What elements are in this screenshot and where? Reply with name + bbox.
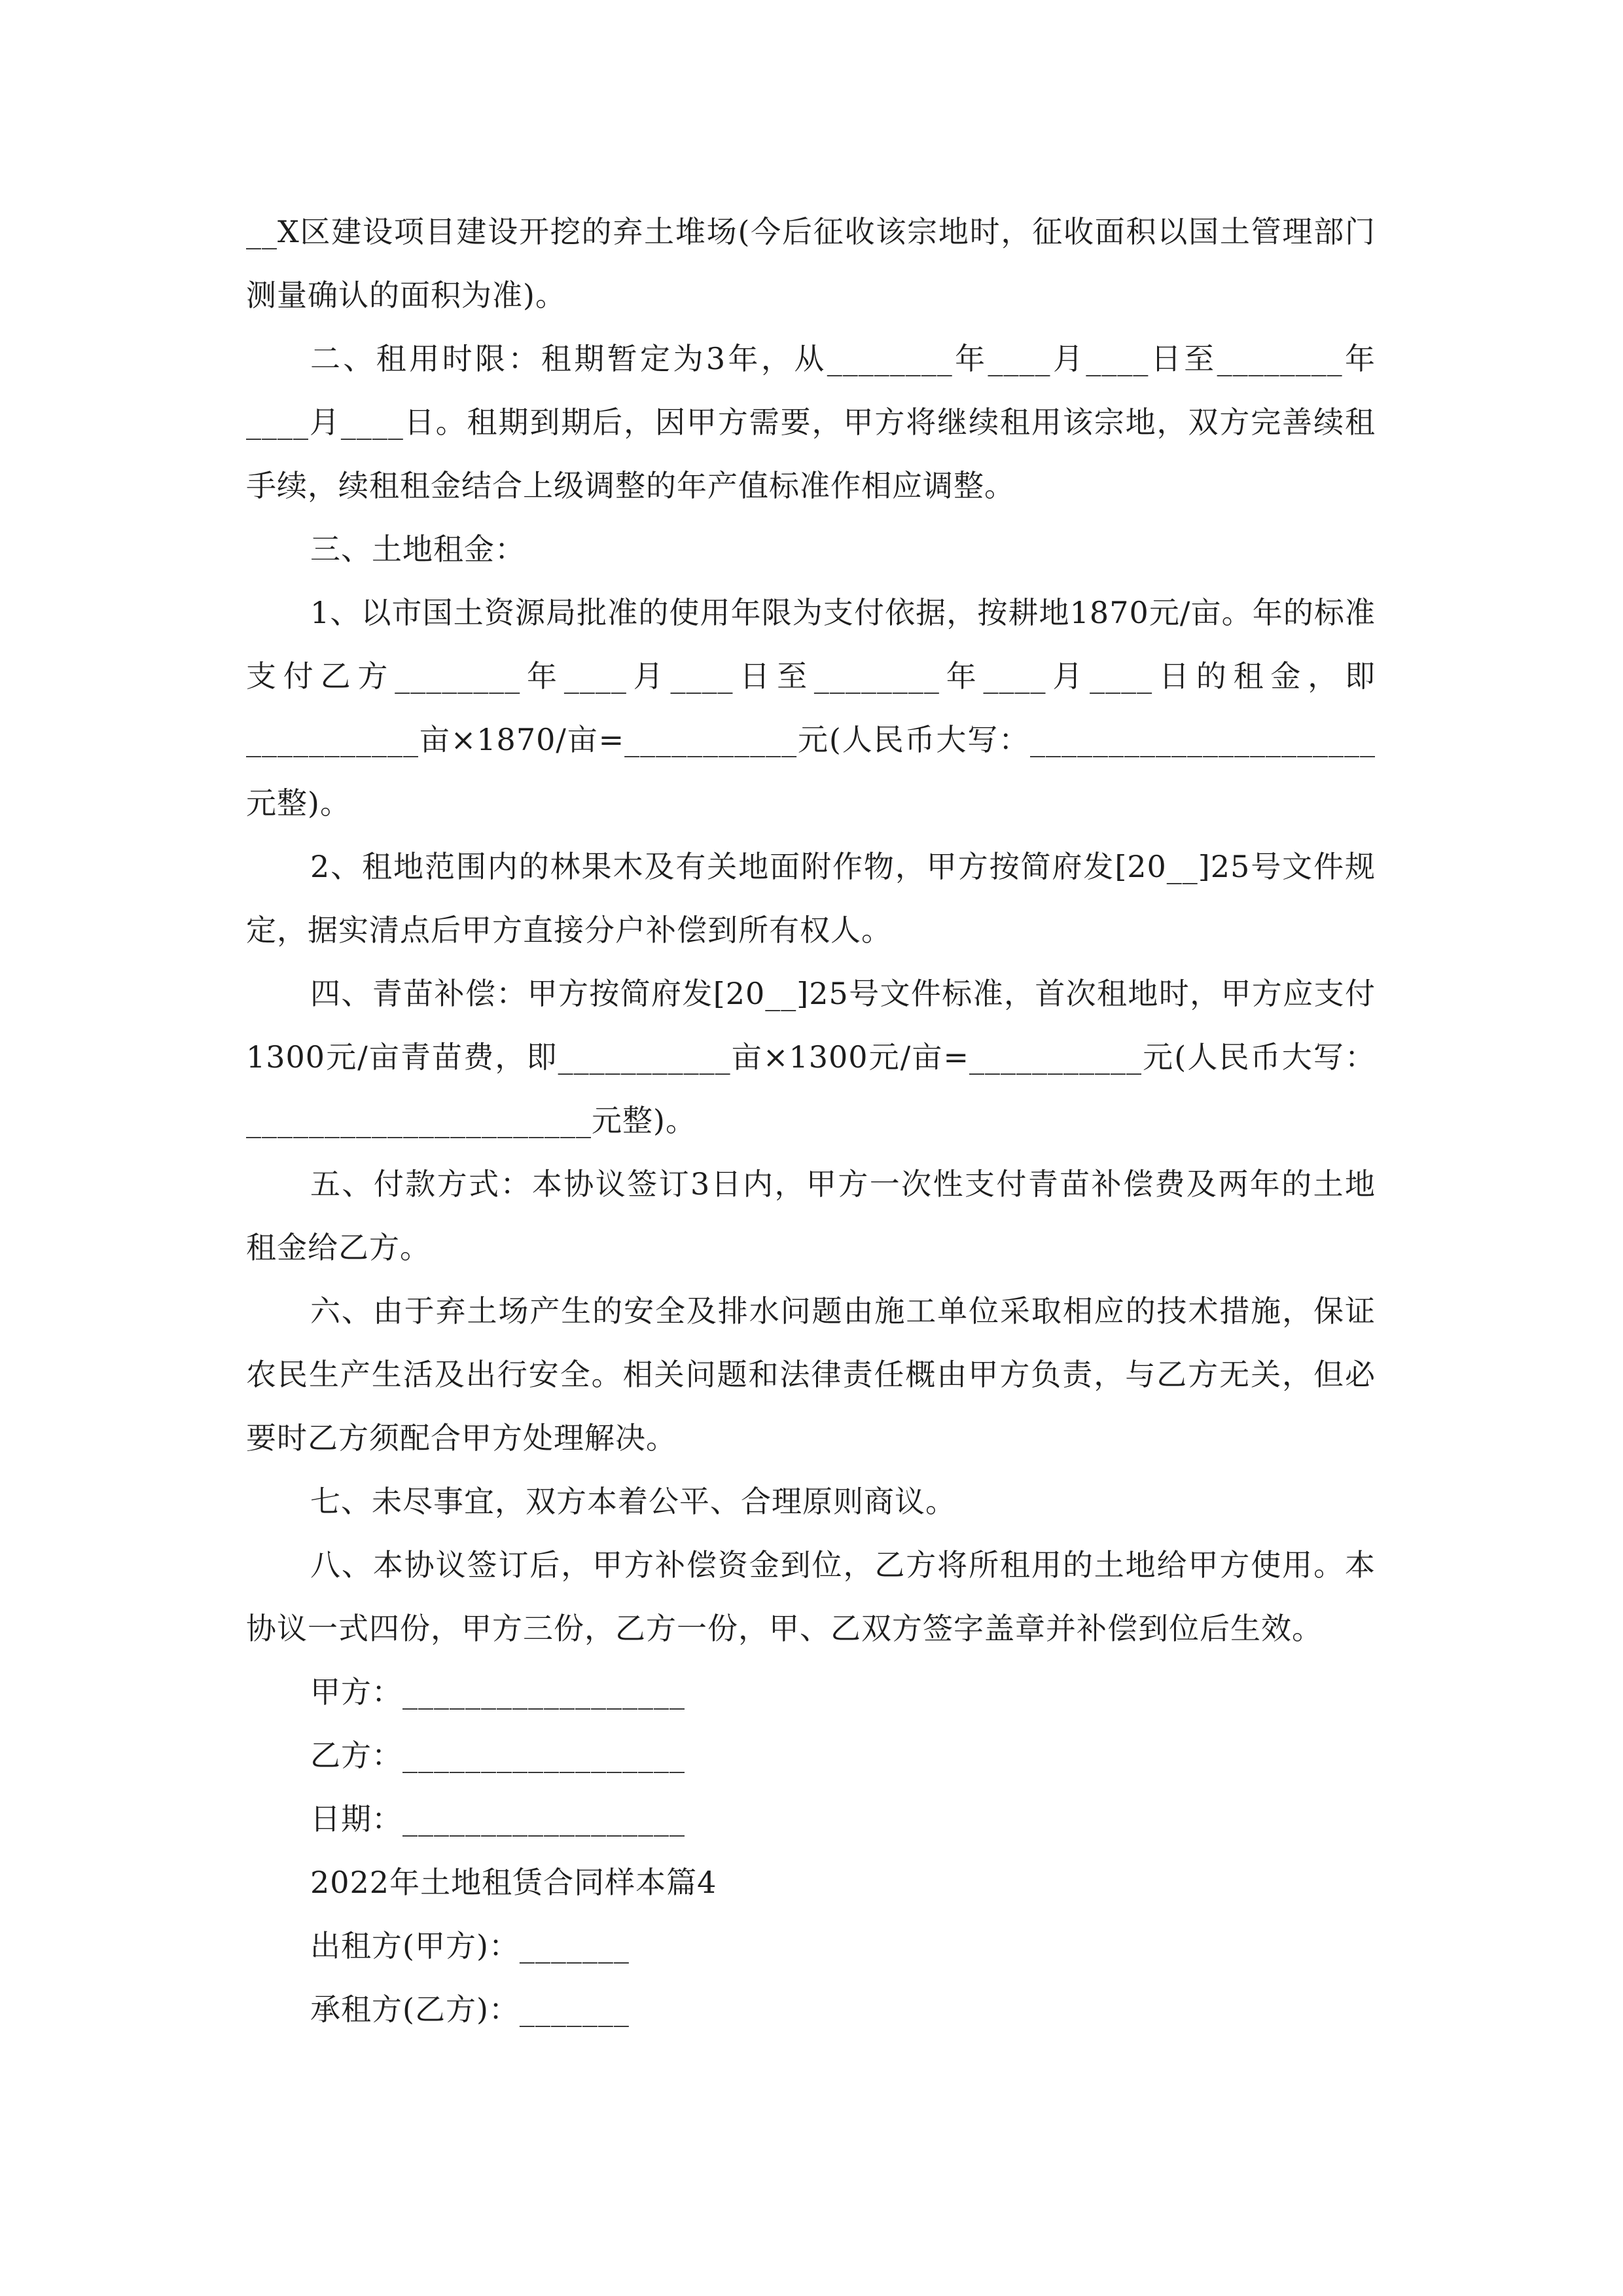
signature-party-a: 甲方：__________________ xyxy=(310,1674,685,1710)
next-section-title: 2022年土地租赁合同样本篇4 xyxy=(310,1865,717,1900)
contract-body xyxy=(246,200,1376,2041)
signature-party-b: 乙方：__________________ xyxy=(310,1738,685,1773)
lessee-line: 承租方(乙方)：_______ xyxy=(310,1992,630,2027)
paragraph-rent-payment-basis: 1、以市国土资源局批准的使用年限为支付依据，按耕地1870元/亩。年的标准支付乙方________年____月____日至________年____月____日的租金，即___________亩×1870/亩=___________元(人民币大写：______________________元整)。 xyxy=(246,595,1376,821)
signature-date: 日期：__________________ xyxy=(310,1801,685,1837)
lessor-line: 出租方(甲方)：_______ xyxy=(310,1928,630,1964)
paragraph-unresolved-matters: 七、未尽事宜，双方本着公平、合理原则商议。 xyxy=(310,1484,956,1519)
paragraph-crop-compensation: 四、青苗补偿：甲方按简府发[20__]25号文件标准，首次租地时，甲方应支付1300元/亩青苗费，即___________亩×1300元/亩=___________元(人民币大写：______________________元整)。 xyxy=(246,976,1376,1138)
heading-land-rent: 三、土地租金： xyxy=(310,531,526,567)
paragraph-site-description: __X区建设项目建设开挖的弃土堆场(今后征收该宗地时，征收面积以国土管理部门测量确认的面积为准)。 xyxy=(246,214,1376,313)
paragraph-payment-method: 五、付款方式：本协议签订3日内，甲方一次性支付青苗补偿费及两年的土地租金给乙方。 xyxy=(246,1166,1376,1265)
paragraph-safety-drainage: 六、由于弃土场产生的安全及排水问题由施工单位采取相应的技术措施，保证农民生产生活及出行安全。相关问题和法律责任概由甲方负责，与乙方无关，但必要时乙方须配合甲方处理解决。 xyxy=(246,1293,1376,1456)
paragraph-lease-term: 二、租用时限：租期暂定为3年，从________年____月____日至________年____月____日。租期到期后，因甲方需要，甲方将继续租用该宗地，双方完善续租手续，续租租金结合上级调整的年产值标准作相应调整。 xyxy=(246,341,1376,503)
paragraph-attachments-compensation: 2、租地范围内的林果木及有关地面附作物，甲方按简府发[20__]25号文件规定，据实清点后甲方直接分户补偿到所有权人。 xyxy=(246,849,1376,948)
paragraph-effectiveness: 八、本协议签订后，甲方补偿资金到位，乙方将所租用的土地给甲方使用。本协议一式四份，甲方三份，乙方一份，甲、乙双方签字盖章并补偿到位后生效。 xyxy=(246,1547,1376,1646)
